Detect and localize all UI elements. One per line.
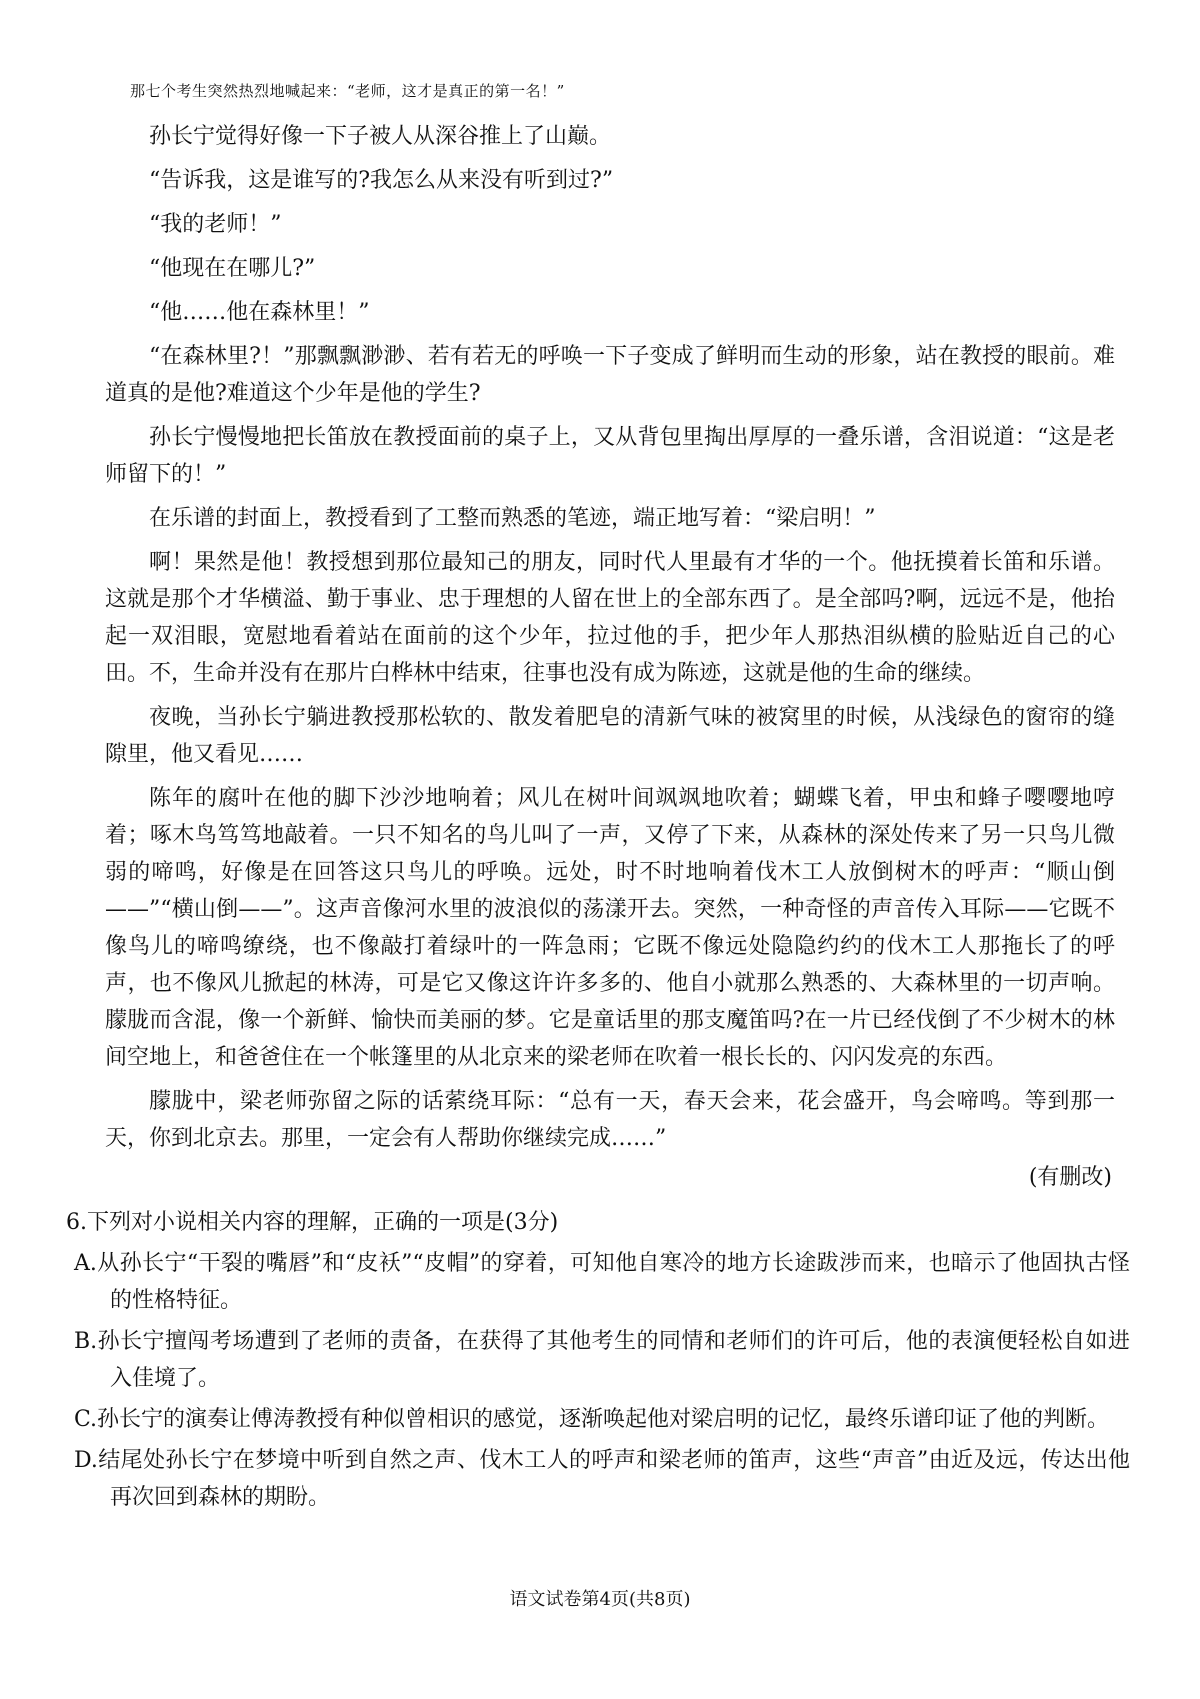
source-note: (有删改) bbox=[1028, 1165, 1112, 1190]
article-first-line: 那七个考生突然热烈地喊起来：“老师，这才是真正的第一名！” bbox=[130, 82, 565, 100]
article-paragraph: “他现在在哪儿?” bbox=[149, 256, 316, 281]
article-paragraph: 夜晚，当孙长宁躺进教授那松软的、散发着肥皂的清新气味的被窝里的时候，从浅绿色的窗帘的缝隙里，他又看见…… bbox=[105, 705, 1115, 767]
article-body bbox=[105, 118, 1115, 1164]
question-6 bbox=[66, 1204, 1130, 1520]
article-paragraph: 孙长宁慢慢地把长笛放在教授面前的桌子上，又从背包里掏出厚厚的一叠乐谱，含泪说道：“这是老师留下的！” bbox=[105, 425, 1115, 487]
article-paragraph: “我的老师！” bbox=[149, 212, 282, 237]
article-paragraph: 孙长宁觉得好像一下子被人从深谷推上了山巅。 bbox=[149, 124, 612, 149]
article-paragraph: 陈年的腐叶在他的脚下沙沙地响着；风儿在树叶间飒飒地吹着；蝴蝶飞着，甲虫和蜂子嘤嘤地哼着；啄木鸟笃笃地敲着。一只不知名的鸟儿叫了一声，又停了下来，从森林的深处传来了另一只鸟儿微弱的啼鸣，好像是在回答这只鸟儿的呼唤。远处，时不时地响着伐木工人放倒树木的呼声：“顺山倒——”“横山倒——”。这声音像河水里的波浪似的荡漾开去。突然，一种奇怪的声音传入耳际——它既不像鸟儿的啼鸣缭绕，也不像敲打着绿叶的一阵急雨；它既不像远处隐隐约约的伐木工人那拖长了的呼声，也不像风儿掀起的林涛，可是它又像这许许多多的、他自小就那么熟悉的、大森林里的一切声响。朦胧而含混，像一个新鲜、愉快而美丽的梦。它是童话里的那支魔笛吗?在一片已经伐倒了不少树木的林间空地上，和爸爸住在一个帐篷里的从北京来的梁老师在吹着一根长长的、闪闪发亮的东西。 bbox=[105, 786, 1115, 1070]
article-paragraph: “在森林里?！”那飘飘渺渺、若有若无的呼唤一下子变成了鲜明而生动的形象，站在教授的眼前。难道真的是他?难道这个少年是他的学生? bbox=[105, 344, 1115, 406]
page-footer: 语文试卷第4页(共8页) bbox=[509, 1589, 691, 1610]
article-paragraph: 啊！果然是他！教授想到那位最知己的朋友，同时代人里最有才华的一个。他抚摸着长笛和乐谱。这就是那个才华横溢、勤于事业、忠于理想的人留在世上的全部东西了。是全部吗?啊，远远不是，他抬起一双泪眼，宽慰地看着站在面前的这个少年，拉过他的手，把少年人那热泪纵横的脸贴近自己的心田。不，生命并没有在那片白桦林中结束，往事也没有成为陈迹，这就是他的生命的继续。 bbox=[105, 550, 1115, 686]
option-c: C.孙长宁的演奏让傅涛教授有种似曾相识的感觉，逐渐唤起他对梁启明的记忆，最终乐谱印证了他的判断。 bbox=[74, 1407, 1110, 1432]
article-paragraph: 在乐谱的封面上，教授看到了工整而熟悉的笔迹，端正地写着：“梁启明！” bbox=[149, 506, 876, 531]
article-paragraph: “告诉我，这是谁写的?我怎么从来没有听到过?” bbox=[149, 168, 614, 193]
article-paragraph: “他……他在森林里！” bbox=[149, 300, 370, 325]
article-paragraph: 朦胧中，梁老师弥留之际的话萦绕耳际：“总有一天，春天会来，花会盛开，鸟会啼鸣。等到那一天，你到北京去。那里，一定会有人帮助你继续完成……” bbox=[105, 1089, 1115, 1151]
option-a: A.从孙长宁“干裂的嘴唇”和“皮袄”“皮帽”的穿着，可知他自寒冷的地方长途跋涉而来，也暗示了他固执古怪的性格特征。 bbox=[74, 1251, 1130, 1313]
option-d: D.结尾处孙长宁在梦境中听到自然之声、伐木工人的呼声和梁老师的笛声，这些“声音”由近及远，传达出他再次回到森林的期盼。 bbox=[74, 1448, 1130, 1510]
question-stem: 6.下列对小说相关内容的理解，正确的一项是(3分) bbox=[66, 1210, 559, 1235]
option-b: B.孙长宁擅闯考场遭到了老师的责备，在获得了其他考生的同情和老师们的许可后，他的表演便轻松自如进入佳境了。 bbox=[74, 1329, 1130, 1391]
